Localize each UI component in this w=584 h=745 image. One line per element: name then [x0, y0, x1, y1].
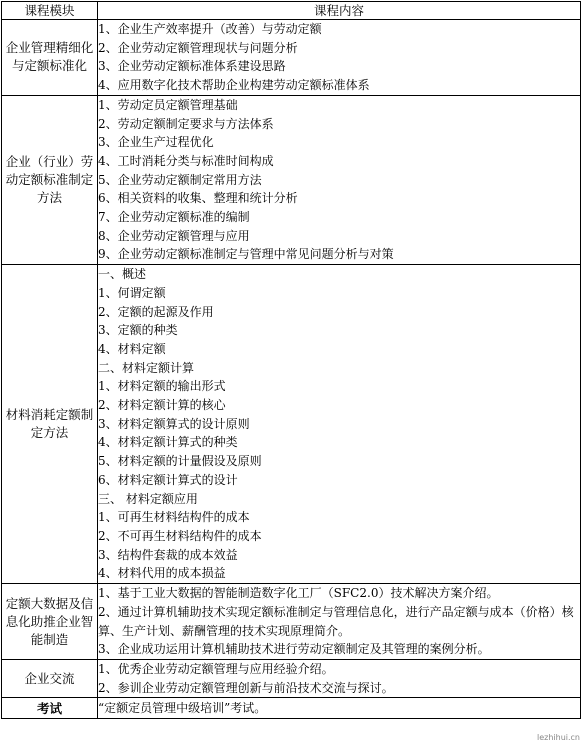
- content-item: 2、通过计算机辅助技术实现定额标准制定与管理信息化，进行产品定额与成本（价格）核算、生产计划、薪酬管理的技术实现原理简介。: [98, 604, 574, 638]
- content-item: 1、材料定额的输出形式: [98, 379, 226, 394]
- content-item: 4、材料定额: [98, 341, 166, 356]
- content-item: 6、材料定额计算式的设计: [98, 472, 238, 487]
- exam-content: [98, 698, 581, 719]
- content-item: 7、企业劳动定额标准的编制: [98, 210, 250, 225]
- content-item: 3、定额的种类: [98, 323, 178, 338]
- content-cell: [98, 659, 581, 697]
- content-item: 4、工时消耗分类与标准时间构成: [98, 153, 274, 168]
- module-cell: 企业管理精细化与定额标准化: [2, 20, 98, 96]
- content-item: 5、材料定额的计量假设及原则: [98, 454, 262, 469]
- header-row: [2, 2, 581, 20]
- content-item: 2、不可再生材料结构件的成本: [98, 528, 262, 543]
- content-item: 2、劳动定额制定要求与方法体系: [98, 116, 274, 131]
- content-item: 1、何谓定额: [98, 285, 166, 300]
- content-item: 1、企业生产效率提升（改善）与劳动定额: [98, 22, 322, 36]
- module-cell: 材料消耗定额制定方法: [2, 265, 98, 584]
- table-row: [2, 265, 581, 584]
- content-item: 5、企业劳动定额制定常用方法: [98, 172, 262, 187]
- content-item: 三、 材料定额应用: [98, 491, 198, 506]
- content-item: 3、企业生产过程优化: [98, 135, 214, 150]
- content-item: 1、劳动定员定额管理基础: [98, 97, 238, 112]
- content-cell: [98, 95, 581, 264]
- course-table: [1, 1, 581, 719]
- table-row: [2, 20, 581, 96]
- exam-text: “定额定员管理中级培训”考试。: [98, 700, 267, 715]
- header-module: 课程模块: [2, 2, 98, 20]
- exam-label: 考试: [2, 698, 98, 719]
- content-item: 4、应用数字化技术帮助企业构建劳动定额标准体系: [98, 78, 370, 93]
- header-content: 课程内容: [98, 2, 581, 20]
- table-row: [2, 95, 581, 264]
- content-item: 6、相关资料的收集、整理和统计分析: [98, 191, 298, 206]
- content-item: 2、定额的起源及作用: [98, 304, 214, 319]
- content-item: 一、概述: [98, 267, 147, 282]
- content-cell: [98, 20, 581, 96]
- content-item: 1、基于工业大数据的智能制造数字化工厂（SFC2.0）技术解决方案介绍。: [98, 586, 499, 601]
- content-item: 4、材料定额计算式的种类: [98, 435, 238, 450]
- module-cell: 定额大数据及信息化助推企业智能制造: [2, 584, 98, 660]
- content-item: 3、材料定额算式的设计原则: [98, 416, 250, 431]
- table-row: [2, 659, 581, 697]
- content-item: 1、可再生材料结构件的成本: [98, 510, 250, 525]
- content-cell: [98, 265, 581, 584]
- content-item: 3、企业劳动定额标准体系建设思路: [98, 59, 286, 74]
- module-cell: 企业交流: [2, 659, 98, 697]
- content-item: 4、材料代用的成本损益: [98, 566, 226, 581]
- content-item: 8、企业劳动定额管理与应用: [98, 228, 250, 243]
- table-row: [2, 584, 581, 660]
- content-item: 二、材料定额计算: [98, 360, 195, 375]
- content-item: 1、优秀企业劳动定额管理与应用经验介绍。: [98, 661, 334, 676]
- content-item: 2、参训企业劳动定额管理创新与前沿技术交流与探讨。: [98, 680, 394, 695]
- exam-row: [2, 698, 581, 719]
- content-cell: [98, 584, 581, 660]
- module-cell: 企业（行业）劳动定额标准制定方法: [2, 95, 98, 264]
- content-item: 2、企业劳动定额管理现状与问题分析: [98, 40, 298, 55]
- content-item: 3、结构件套裁的成本效益: [98, 547, 238, 562]
- watermark: lezhihui.cn: [536, 733, 580, 742]
- content-item: 3、企业成功运用计算机辅助技术进行劳动定额制定及其管理的案例分析。: [98, 642, 490, 657]
- content-item: 2、材料定额计算的核心: [98, 398, 226, 413]
- content-item: 9、企业劳动定额标准制定与管理中常见问题分析与对策: [98, 247, 394, 262]
